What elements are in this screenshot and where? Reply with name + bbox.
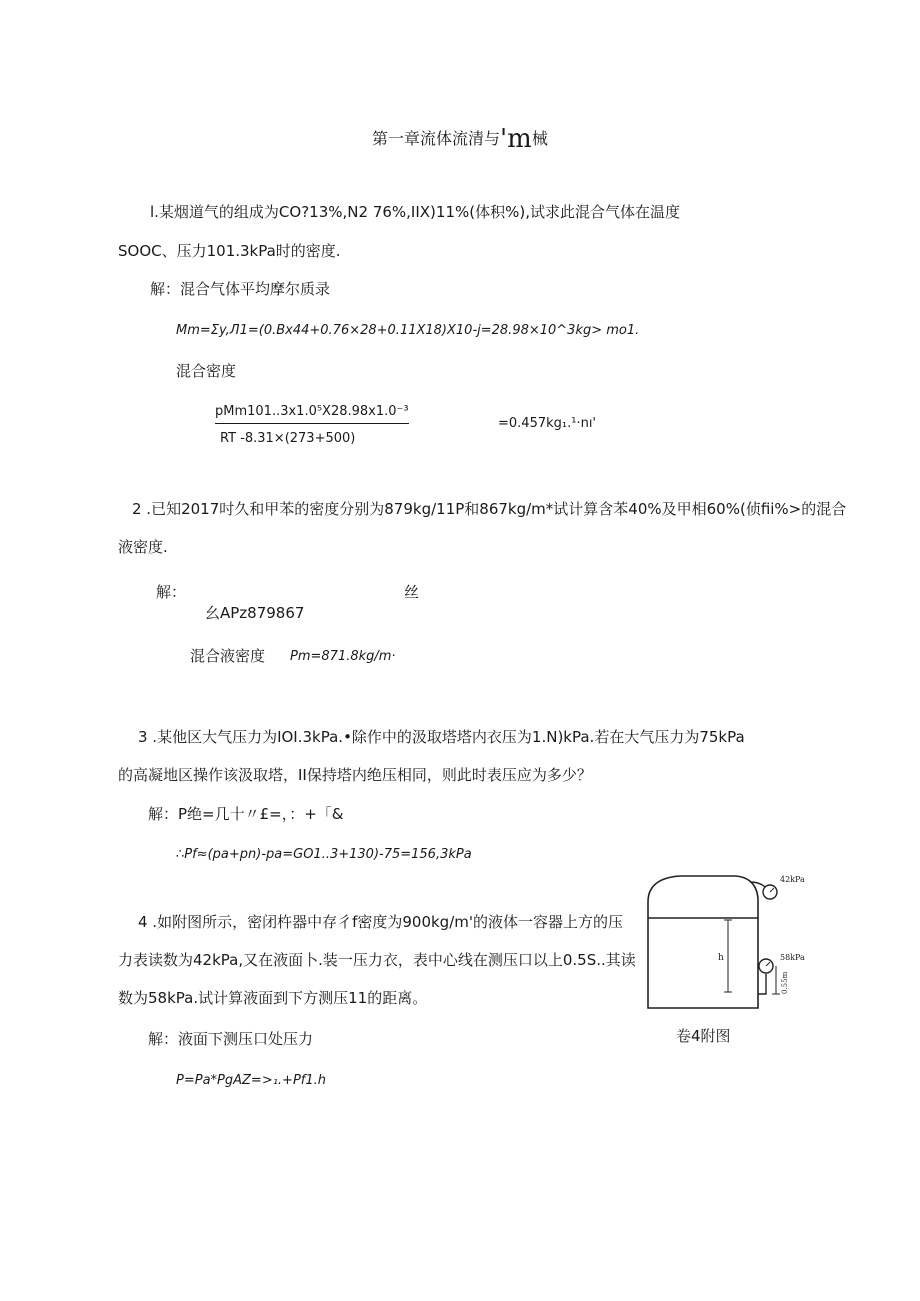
q4-tank-figure [640,868,826,1014]
q1-line1: l.某烟道气的组成为CO?13%,N2 76%,IIX)11%(体积%),试求此混合气体在温度 [150,203,680,221]
q3-line1: 3 .某他区大气压力为IOI.3kPa.•除作中的汲取塔塔内衣压为1.N)kPa.若在大气压力为75kPa [138,728,745,746]
q2-solution-right: 丝 [404,583,420,601]
q1-density-label: 混合密度 [176,362,237,380]
q1-result: =0.457kg₁.¹·nı' [498,416,597,431]
q1-line2: SOOC、压力101.3kPa时的密度. [118,242,341,260]
q4-solution-label: 解：液面下测压口处压力 [148,1030,314,1048]
q2-solution-formula: 幺APz879867 [205,604,305,622]
q4-line2: 力表读数为42kPa,又在液面卜.装一压力衣，表中心线在测压口以上0.5S..其读 [118,951,636,969]
q1-fraction-denominator: RT -8.31×(273+500) [220,431,356,446]
q1-solution-label: 解：混合气体平均摩尔质录 [150,280,331,298]
q4-equation: P=Pa*PgAZ=>₁.+Pf1.h [176,1073,327,1088]
title-big: 'm [500,124,532,154]
q3-solution-line2: ∴Pf≈(pa+pn)-pa=GO1..3+130)-75=156,3kPa [176,847,472,862]
q4-figure-caption: 卷4附图 [676,1027,731,1045]
q4-line1: 4 .如附图所示，密闭杵器中存彳f密度为900kg/m'的液体一容器上方的压 [138,913,623,931]
bottom-gauge-reading: 58kPa [780,953,805,962]
q2-result-value: Pm=871.8kg/m· [290,649,396,664]
q3-solution-line1: 解：P绝=几十〃£=，：+「& [148,805,344,823]
q2-line2: 液密度. [118,538,168,556]
title-tail: 械 [531,129,548,148]
bottom-gauge-pipe [758,974,766,994]
title-main: 第一章流体流清与 [372,129,501,148]
q2-line1: 2 .已知2017吋久和甲苯的密度分别为879kg/11P和867kg/m*试计算含苯40%及甲相60%(侦fii%>的混合 [132,500,847,518]
dimension-055-label: 0.55m [781,971,789,994]
page-title [372,124,548,154]
top-gauge-reading: 42kPa [780,875,805,884]
q4-line3: 数为58kPa.试计算液面到下方测压11的距离。 [118,989,428,1007]
dimension-h-label: h [718,953,724,963]
q1-equation-mm: Mm=Σy,Л1=(0.Bx44+0.76×28+0.11X18)X10-j=28.98×10^3kg> mo1. [176,323,640,338]
q2-result-label: 混合液密度 [190,647,266,665]
q3-line2: 的高凝地区操作该汲取塔，II保持塔内绝压相同，则此时表压应为多少？ [118,766,592,784]
tank-outline [648,876,758,1008]
q2-solution-label: 解： [156,583,187,601]
q1-fraction-numerator: pMm101..3x1.0⁵X28.98x1.0⁻³ [215,403,409,424]
